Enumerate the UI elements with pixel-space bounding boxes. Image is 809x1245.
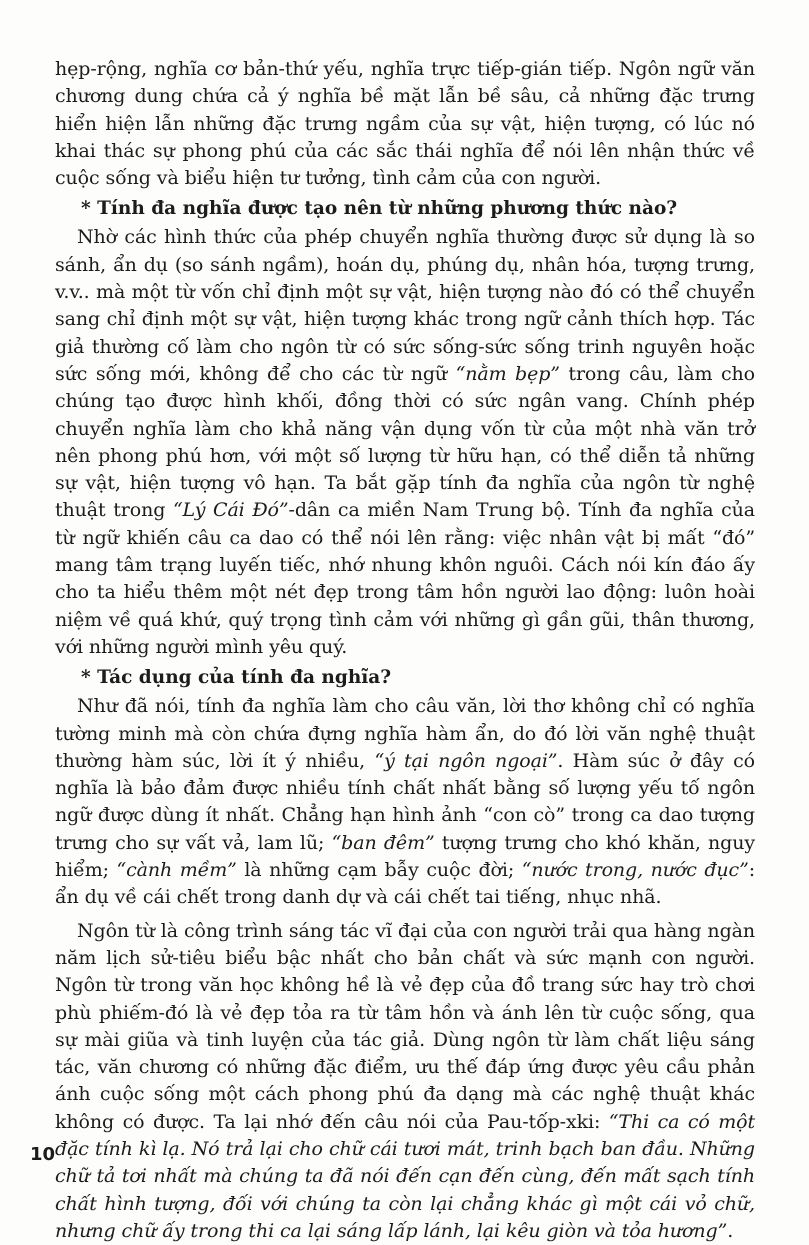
text-run: Nhờ các hình thức của phép chuyển nghĩa thường được sử dụng là so sánh, ẩn dụ (so sánh ngầm), hoán dụ, phúng dụ, nhân hóa, tượng trưng, v.v.. mà một từ vốn chỉ định một sự vật, hiện tượng nào đó có thể chuyển sang chỉ định một sự vật, hiện tượng khác trong ngữ cảnh thích hợp. Tác giả thường cố làm cho ngôn từ có sức sống-sức sống trinh nguyên hoặc sức sống mới, không để cho các từ ngữ [55, 226, 755, 385]
italic-quote: “Lý Cái Đó” [172, 499, 289, 522]
text-run: hẹp-rộng, nghĩa cơ bản-thứ yếu, nghĩa trực tiếp-gián tiếp. Ngôn ngữ văn chương dung chứa cả ý nghĩa bề mặt lẫn bề sâu, cả những đặc trưng hiển hiện lẫn những đặc trưng ngầm của sự vật, hiện tượng, có lúc nó khai thác sự phong phú của các sắc thái nghĩa để nói lên nhận thức về cuộc sống và biểu hiện tư tưởng, tình cảm của con người. [55, 58, 755, 190]
paragraph-1 [55, 56, 755, 192]
italic-quote: “ý tại ngôn ngoại” [374, 749, 558, 772]
text-run: Như đã nói, tính đa nghĩa làm cho câu văn, lời thơ không chỉ có nghĩa tường minh mà còn chứa đựng nghĩa hàm ẩn, do đó lời văn nghệ thuật thường hàm súc, lời ít ý nhiều, [55, 695, 755, 772]
italic-quote: “cành mềm” [116, 859, 237, 882]
heading-polysemy-methods: * Tính đa nghĩa được tạo nên từ những phương thức nào? [81, 198, 678, 220]
italic-quote: “nước trong, nước đục” [521, 859, 749, 882]
italic-quote: “Thi ca có một đặc tính kì lạ. Nó trả lại cho chữ cái tươi mát, trinh bạch ban đầu. Những chữ tả tơi nhất mà chúng ta đã nói đến cạn đến cùng, đến mất sạch tính chất hình tượng, đối với chúng ta còn lại chẳng khác gì một cái vỏ chữ, nhưng chữ ấy trong thi ca lại sáng lấp lánh, lại kêu giòn và tỏa hương” [55, 1110, 755, 1242]
text-run: Ngôn từ là công trình sáng tác vĩ đại của con người trải qua hàng ngàn năm lịch sử-tiêu biểu bậc nhất cho bản chất và sức mạnh con người. Ngôn từ trong văn học không hề là vẻ đẹp của đồ trang sức hay trò chơi phù phiếm-đó là vẻ đẹp tỏa ra từ tâm hồn và ánh lên từ cuộc sống, qua sự mài giũa và tinh luyện của tác giả. Dùng ngôn từ làm chất liệu sáng tác, văn chương có những đặc điểm, ưu thế đáp ứng được yêu cầu phản ánh cuộc sống một cách phong phú đa dạng mà các nghệ thuật khác không có được. Ta lại nhớ đến câu nói của Pau-tốp-xki: [55, 919, 755, 1133]
text-run: : ẩn dụ về cái chết trong danh dự và cái chết tai tiếng, nhục nhã. [55, 859, 755, 909]
paragraph-4 [55, 918, 755, 1245]
italic-quote: “nằm bẹp” [455, 362, 560, 385]
text-run: -dân ca miền Nam Trung bộ. Tính đa nghĩa của từ ngữ khiến câu ca dao có thể nói lên rằng: việc nhân vật bị mất “đó” mang tâm trạng luyến tiếc, nhớ nhung khôn nguôi. Cách nói kín đáo ấy cho ta hiểu thêm một nét đẹp trong tâm hồn người lao động: luôn hoài niệm về quá khứ, quý trọng tình cảm với những gì gần gũi, thân thương, với những người mình yêu quý. [55, 499, 755, 658]
heading-polysemy-effects: * Tác dụng của tính đa nghĩa? [81, 667, 392, 689]
text-run: trong câu, làm cho chúng tạo được hình khối, đồng thời có sức ngân vang. Chính phép chuyển nghĩa làm cho khả năng vận dụng vốn từ của một nhà văn trở nên phong phú hơn, với một số lượng từ hữu hạn, có thể diễn tả những sự vật, hiện tượng vô hạn. Ta bắt gặp tính đa nghĩa của ngôn từ nghệ thuật trong [55, 362, 755, 522]
paragraph-2 [55, 224, 755, 661]
text-run: tượng trưng cho khó khăn, nguy hiểm; [55, 831, 755, 882]
page-number: 10 [30, 1144, 56, 1165]
italic-quote: “ban đêm” [331, 831, 435, 854]
text-run: là những cạm bẫy cuộc đời; [236, 859, 522, 882]
paragraph-3 [55, 693, 755, 911]
page-body [55, 56, 755, 1245]
text-run: . [727, 1219, 734, 1242]
text-run: . Hàm súc ở đây có nghĩa là bảo đảm được nhiều tính chất nhất bằng số lượng yếu tố ngôn ngữ được dùng ít nhất. Chẳng hạn hình ảnh “con cò” trong ca dao tượng trưng cho sự vất vả, lam lũ; [55, 749, 756, 854]
